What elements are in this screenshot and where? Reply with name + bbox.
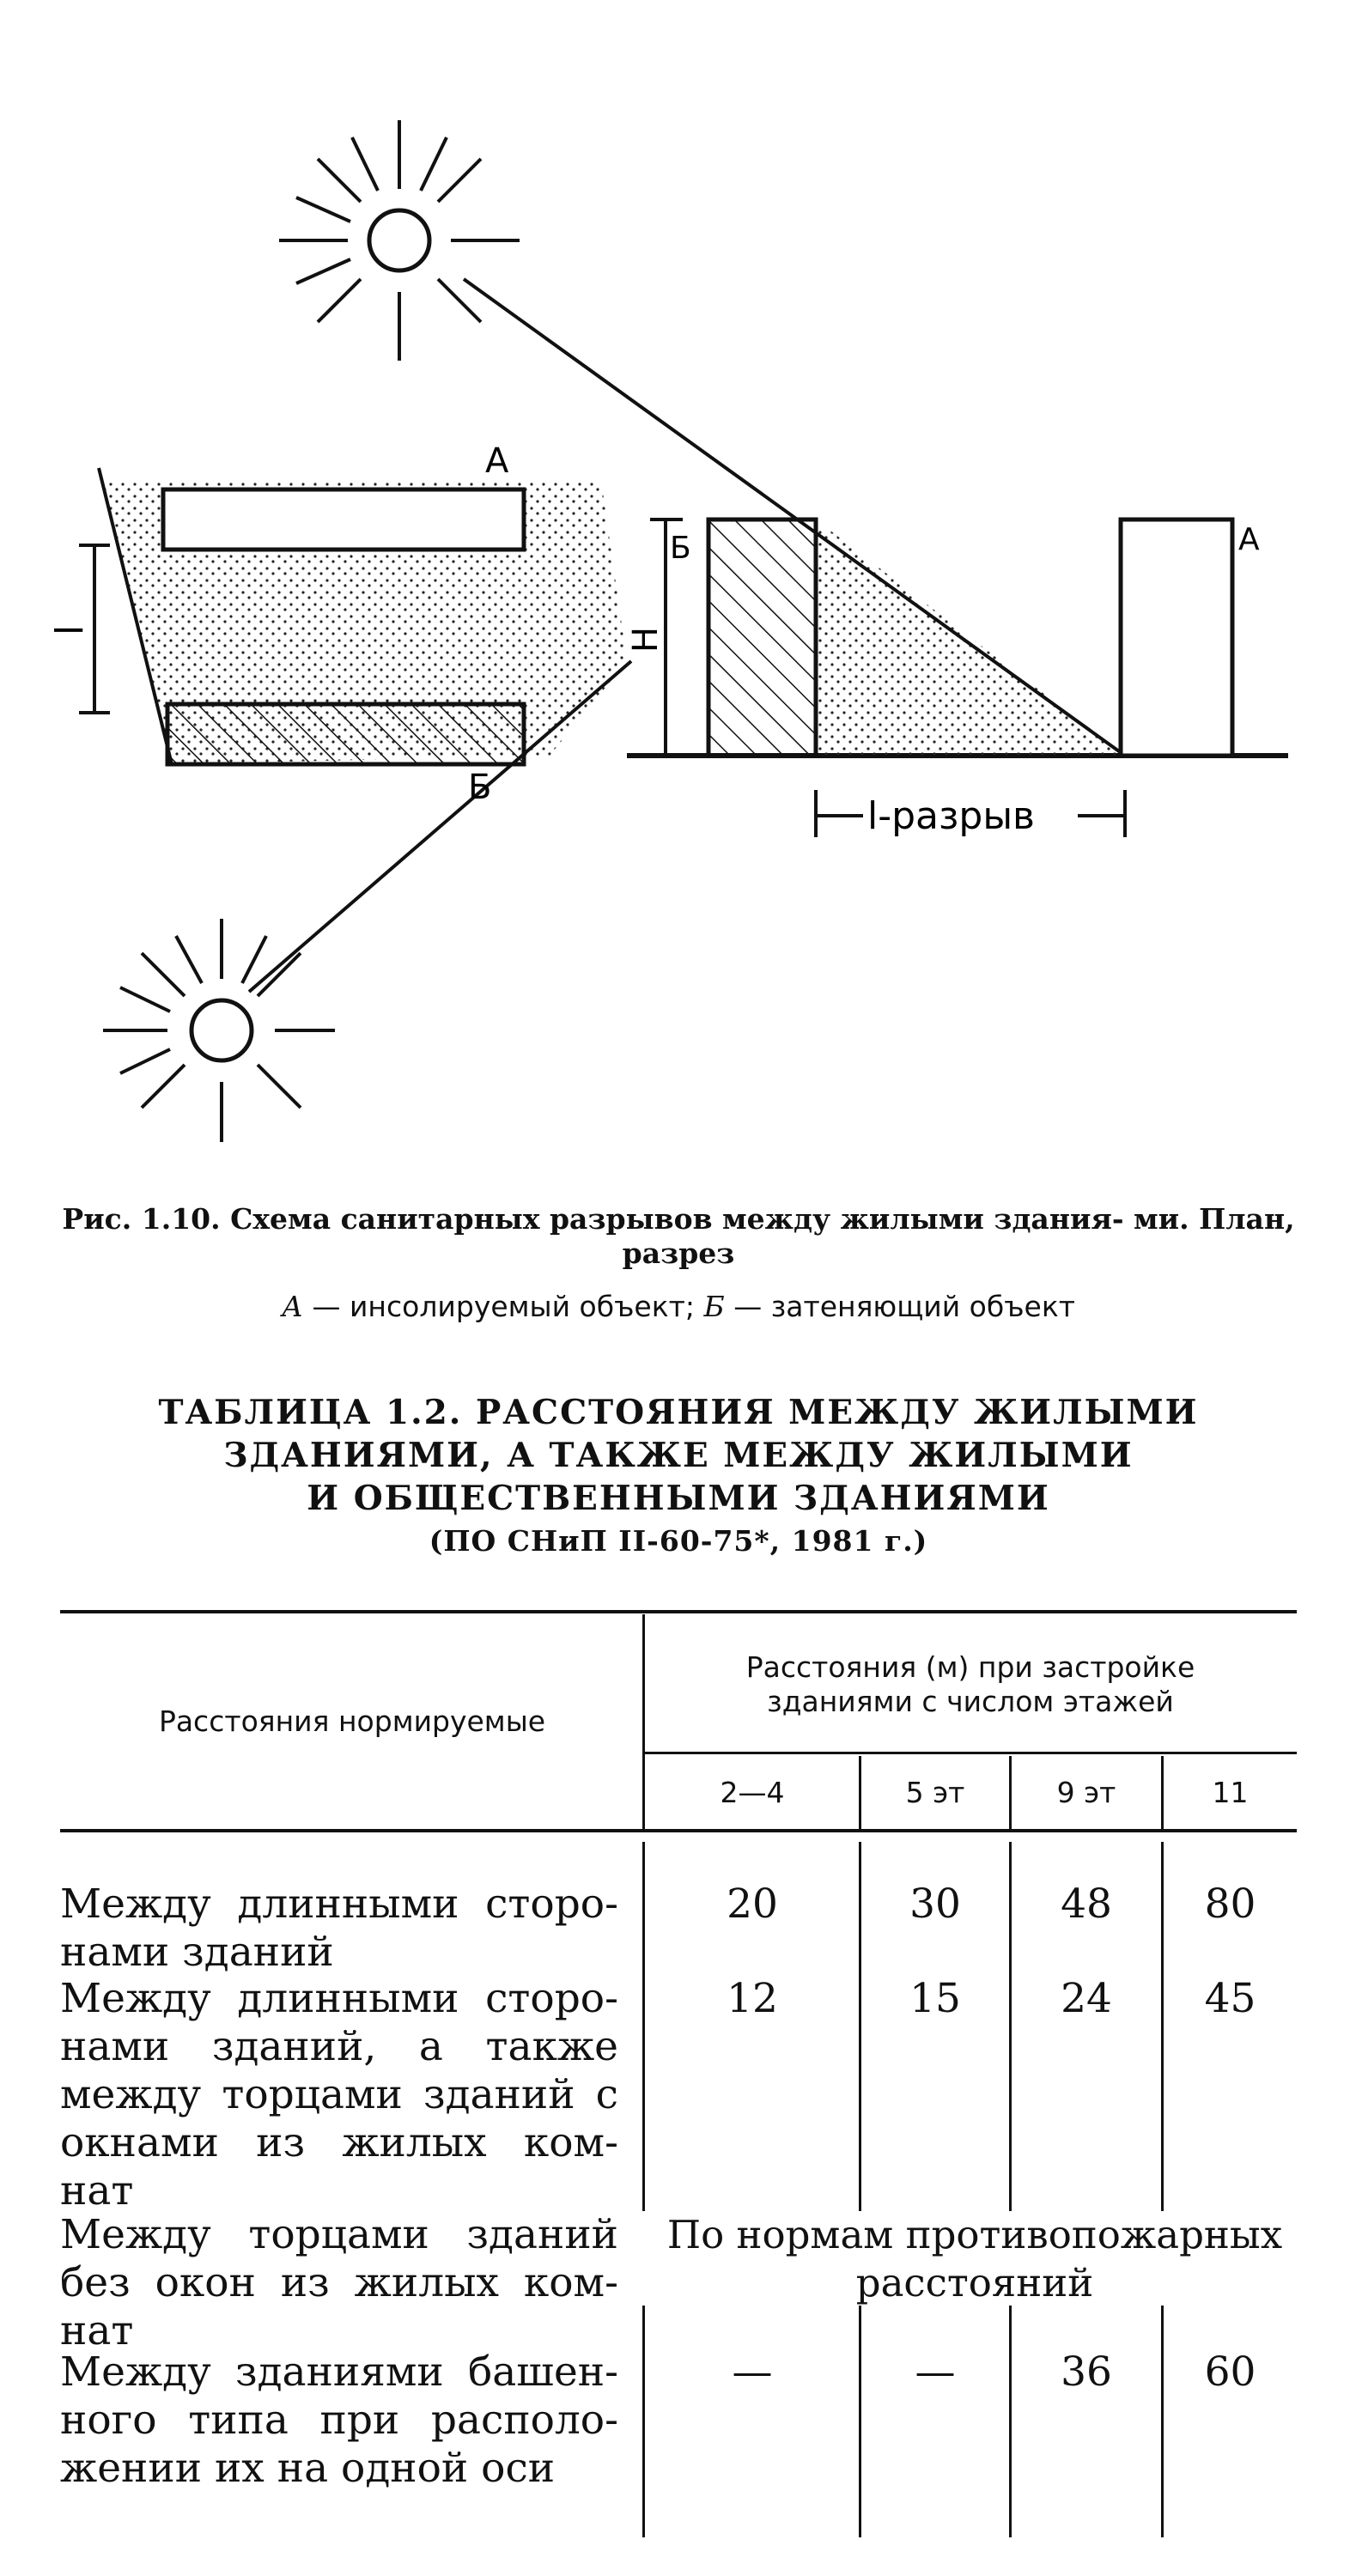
row-2-col-4: 45	[1204, 1975, 1256, 2022]
col-header-4: 11	[1212, 1776, 1249, 1809]
section-label-b: Б	[670, 531, 691, 566]
col-header-3: 9 эт	[1056, 1776, 1116, 1809]
row-2-col-1: 12	[727, 1975, 778, 2022]
plan-label-a: А	[485, 441, 509, 481]
row-1-col-2: 30	[909, 1880, 961, 1928]
table-header-rule	[60, 1829, 1297, 1832]
caption-title: Рис. 1.10. Схема санитарных разрывов между жилыми здания- ми. План, разрез	[62, 1202, 1295, 1270]
table-top-rule	[60, 1610, 1297, 1613]
row-2-col-2: 15	[909, 1975, 961, 2022]
row-4-col-3: 36	[1061, 2348, 1112, 2396]
row-2-col-3: 24	[1061, 1975, 1112, 2022]
table-vline-col2-b	[859, 2306, 861, 2537]
section-dim-h: Н	[626, 626, 666, 653]
plan-label-b: Б	[468, 768, 492, 807]
legend-a-letter: А	[282, 1290, 303, 1323]
row-4-col-4: 60	[1204, 2348, 1256, 2396]
table-subheader-rule	[644, 1752, 1297, 1754]
table-vline-left-2	[642, 2306, 645, 2537]
table-title-line-1: ТАБЛИЦА 1.2. РАССТОЯНИЯ МЕЖДУ ЖИЛЫМИ	[158, 1393, 1199, 1432]
row-2-label: Между длинными сторо- нами зданий, а также между торцами зданий с окнами из жилых ком- нат	[60, 1975, 618, 2215]
section-label-a: А	[1238, 522, 1260, 557]
row-1-label: Между длинными сторо- нами зданий	[60, 1880, 618, 1976]
table-vline-header	[642, 1614, 645, 1829]
col-header-1: 2—4	[720, 1776, 785, 1809]
legend-a-text: — инсолируемый объект;	[303, 1290, 704, 1323]
table-title-line-4: (ПО СНиП II-60-75*, 1981 г.)	[429, 1524, 928, 1558]
row-4-col-1: —	[732, 2348, 773, 2396]
row-3-label: Между торцами зданий без окон из жилых ком- нат	[60, 2211, 618, 2354]
row-1-col-3: 48	[1061, 1880, 1112, 1928]
header-left: Расстояния нормируемые	[158, 1704, 546, 1738]
header-group: Расстояния (м) при застройке зданиями с числом этажей	[745, 1650, 1195, 1718]
row-1-col-4: 80	[1204, 1880, 1256, 1928]
row-3-span-note: По нормам противопожарных расстояний	[666, 2212, 1283, 2306]
section-dim-gap: l-разрыв	[867, 794, 1035, 838]
row-4-col-2: —	[915, 2348, 956, 2396]
table-vline-col4-b	[1161, 2306, 1164, 2537]
table-vline-left-1	[642, 1842, 645, 2211]
legend-b-text: — затеняющий объект	[724, 1290, 1075, 1323]
table-vline-col3-b	[1009, 2306, 1012, 2537]
table-title-line-3: И ОБЩЕСТВЕННЫМИ ЗДАНИЯМИ	[307, 1479, 1050, 1518]
plan-dim-label: l	[48, 624, 92, 635]
row-1-col-1: 20	[727, 1880, 778, 1928]
col-header-2: 5 эт	[905, 1776, 965, 1809]
table-title-line-2: ЗДАНИЯМИ, А ТАКЖЕ МЕЖДУ ЖИЛЫМИ	[223, 1436, 1134, 1475]
legend-b-letter: Б	[703, 1290, 725, 1323]
row-4-label: Между зданиями башен- ного типа при располо- жении их на одной оси	[60, 2348, 618, 2492]
